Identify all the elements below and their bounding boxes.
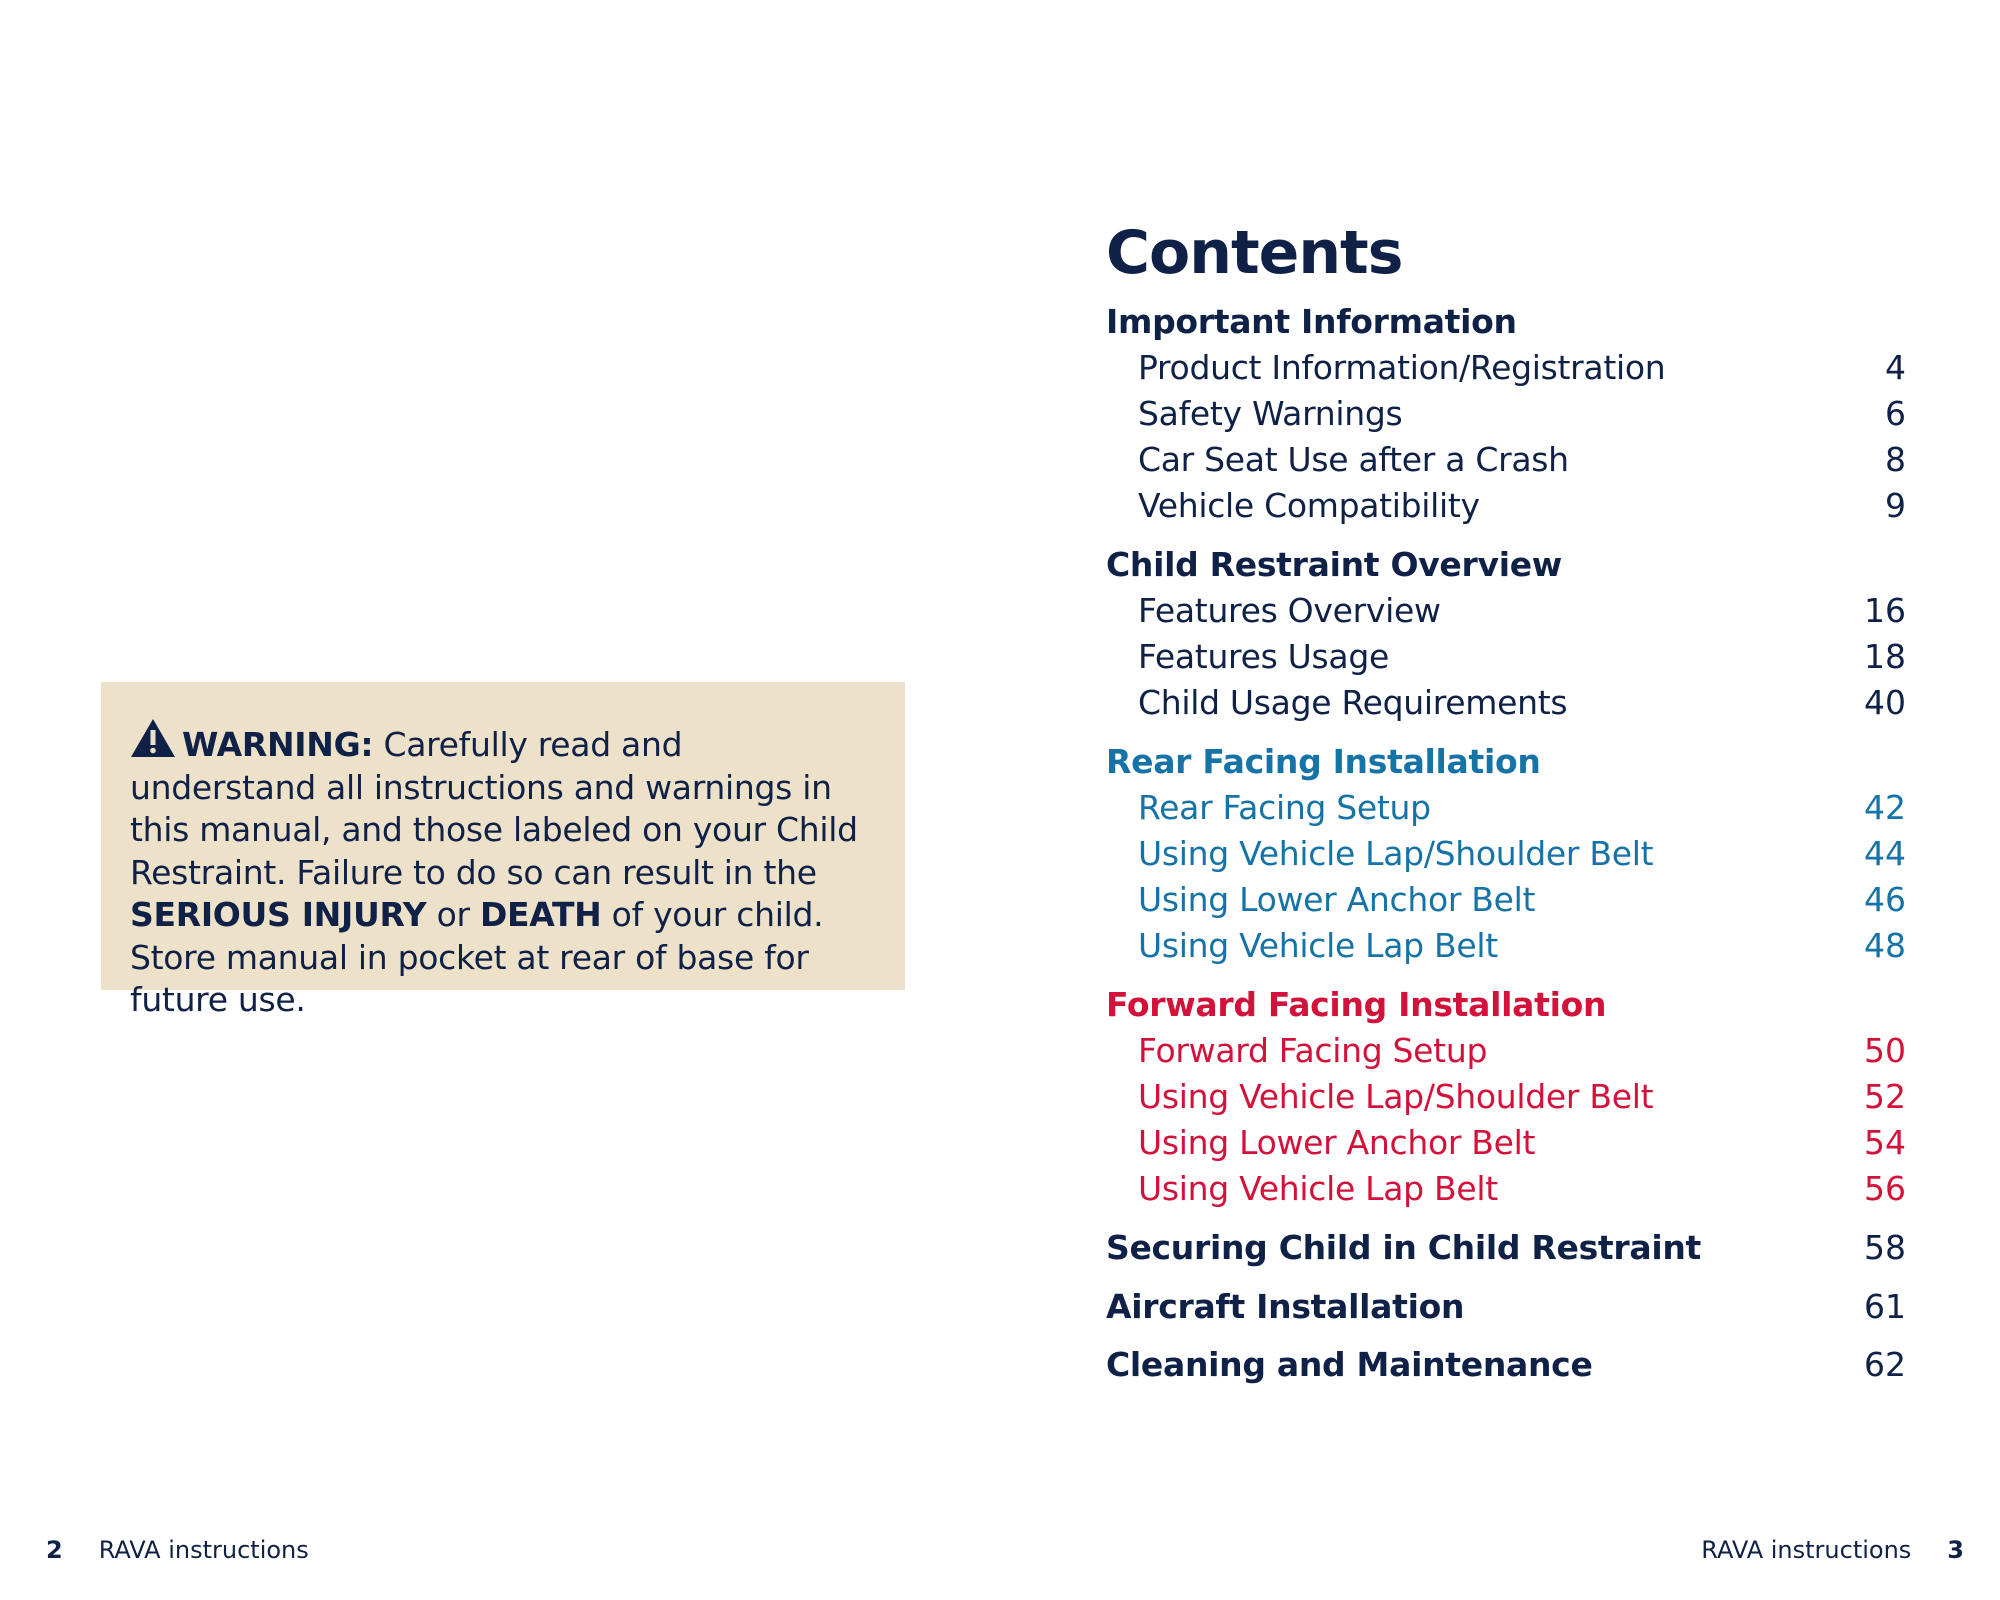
toc-entry-page: 44 xyxy=(1864,834,1906,873)
footer-left-title: RAVA instructions xyxy=(98,1536,309,1564)
toc-heading-label: Child Restraint Overview xyxy=(1106,545,1562,584)
toc-entry-page: 18 xyxy=(1864,637,1906,676)
toc-entry[interactable] xyxy=(1106,831,1906,877)
toc-heading-rear-facing-installation[interactable] xyxy=(1106,739,1906,785)
toc-entry-page: 46 xyxy=(1864,880,1906,919)
footer-right xyxy=(1701,1535,1964,1565)
toc-entry-page: 9 xyxy=(1885,486,1906,525)
warning-text-3: of your child. Store manual in pocket at rear of base for future use. xyxy=(130,895,824,1019)
warning-text-2: or xyxy=(426,895,480,934)
toc-entry-label: Safety Warnings xyxy=(1138,394,1403,433)
toc-heading-label: Important Information xyxy=(1106,302,1517,341)
toc-entry-label: Vehicle Compatibility xyxy=(1138,486,1480,525)
toc-entry-label: Car Seat Use after a Crash xyxy=(1138,440,1569,479)
toc-heading-securing-child[interactable] xyxy=(1106,1225,1906,1271)
toc-entry[interactable] xyxy=(1106,923,1906,969)
toc-heading-important-information[interactable] xyxy=(1106,299,1906,345)
toc-entry[interactable] xyxy=(1106,1074,1906,1120)
toc-heading-page: 61 xyxy=(1864,1287,1906,1326)
toc-entry-label: Using Vehicle Lap/Shoulder Belt xyxy=(1138,1077,1654,1116)
toc-entry-label: Product Information/Registration xyxy=(1138,348,1666,387)
toc-entry[interactable] xyxy=(1106,785,1906,831)
toc-entry[interactable] xyxy=(1106,588,1906,634)
toc-entry[interactable] xyxy=(1106,1028,1906,1074)
toc-entry[interactable] xyxy=(1106,437,1906,483)
toc-heading-forward-facing-installation[interactable] xyxy=(1106,982,1906,1028)
page-number-left: 2 xyxy=(46,1536,63,1564)
toc-entry-label: Rear Facing Setup xyxy=(1138,788,1431,827)
toc-heading-label: Forward Facing Installation xyxy=(1106,985,1607,1024)
toc-heading-label: Aircraft Installation xyxy=(1106,1287,1465,1326)
toc-entry-page: 4 xyxy=(1885,348,1906,387)
toc-heading-label: Cleaning and Maintenance xyxy=(1106,1345,1593,1384)
toc-entry[interactable] xyxy=(1106,483,1906,529)
toc-heading-cleaning-and-maintenance[interactable] xyxy=(1106,1342,1906,1388)
toc-entry-page: 50 xyxy=(1864,1031,1906,1070)
toc-entry[interactable] xyxy=(1106,1120,1906,1166)
toc-entry-page: 52 xyxy=(1864,1077,1906,1116)
toc-entry[interactable] xyxy=(1106,634,1906,680)
warning-text xyxy=(130,718,875,1022)
toc-entry-label: Forward Facing Setup xyxy=(1138,1031,1488,1070)
toc-entry-label: Using Vehicle Lap Belt xyxy=(1138,1169,1498,1208)
toc-entry-label: Features Usage xyxy=(1138,637,1390,676)
toc-heading-label: Securing Child in Child Restraint xyxy=(1106,1228,1702,1267)
footer-right-title: RAVA instructions xyxy=(1701,1536,1912,1564)
toc-entry[interactable] xyxy=(1106,345,1906,391)
toc-heading-label: Rear Facing Installation xyxy=(1106,742,1541,781)
toc-heading-aircraft-installation[interactable] xyxy=(1106,1284,1906,1330)
toc-entry-label: Child Usage Requirements xyxy=(1138,683,1568,722)
toc-entry[interactable] xyxy=(1106,877,1906,923)
toc-entry[interactable] xyxy=(1106,1166,1906,1212)
toc-entry-label: Using Vehicle Lap/Shoulder Belt xyxy=(1138,834,1654,873)
toc-entry[interactable] xyxy=(1106,391,1906,437)
toc-entry-label: Using Lower Anchor Belt xyxy=(1138,880,1536,919)
toc-entry-page: 16 xyxy=(1864,591,1906,630)
toc-entry-label: Using Lower Anchor Belt xyxy=(1138,1123,1536,1162)
warning-emphasis-serious-injury: SERIOUS INJURY xyxy=(130,895,427,934)
toc-entry-page: 8 xyxy=(1885,440,1906,479)
warning-emphasis-death: DEATH xyxy=(479,895,602,934)
toc-heading-page: 62 xyxy=(1864,1345,1906,1384)
contents-title: Contents xyxy=(1106,218,1403,288)
warning-triangle-icon xyxy=(130,718,176,758)
toc-entry-label: Features Overview xyxy=(1138,591,1441,630)
toc-entry[interactable] xyxy=(1106,680,1906,726)
toc-heading-child-restraint-overview[interactable] xyxy=(1106,542,1906,588)
toc-heading-page: 58 xyxy=(1864,1228,1906,1267)
warning-label: WARNING: xyxy=(182,725,374,764)
toc-entry-page: 48 xyxy=(1864,926,1906,965)
page-number-right: 3 xyxy=(1947,1536,1964,1564)
toc-entry-label: Using Vehicle Lap Belt xyxy=(1138,926,1498,965)
warning-text-1: Carefully read and understand all instructions and warnings in this manual, and those labeled on your Child Restraint. Failure to do so can result in the xyxy=(130,725,858,892)
toc-entry-page: 54 xyxy=(1864,1123,1906,1162)
footer-left xyxy=(46,1535,309,1565)
warning-box xyxy=(101,682,905,1019)
toc-entry-page: 40 xyxy=(1864,683,1906,722)
toc-entry-page: 42 xyxy=(1864,788,1906,827)
toc-entry-page: 56 xyxy=(1864,1169,1906,1208)
toc-entry-page: 6 xyxy=(1885,394,1906,433)
